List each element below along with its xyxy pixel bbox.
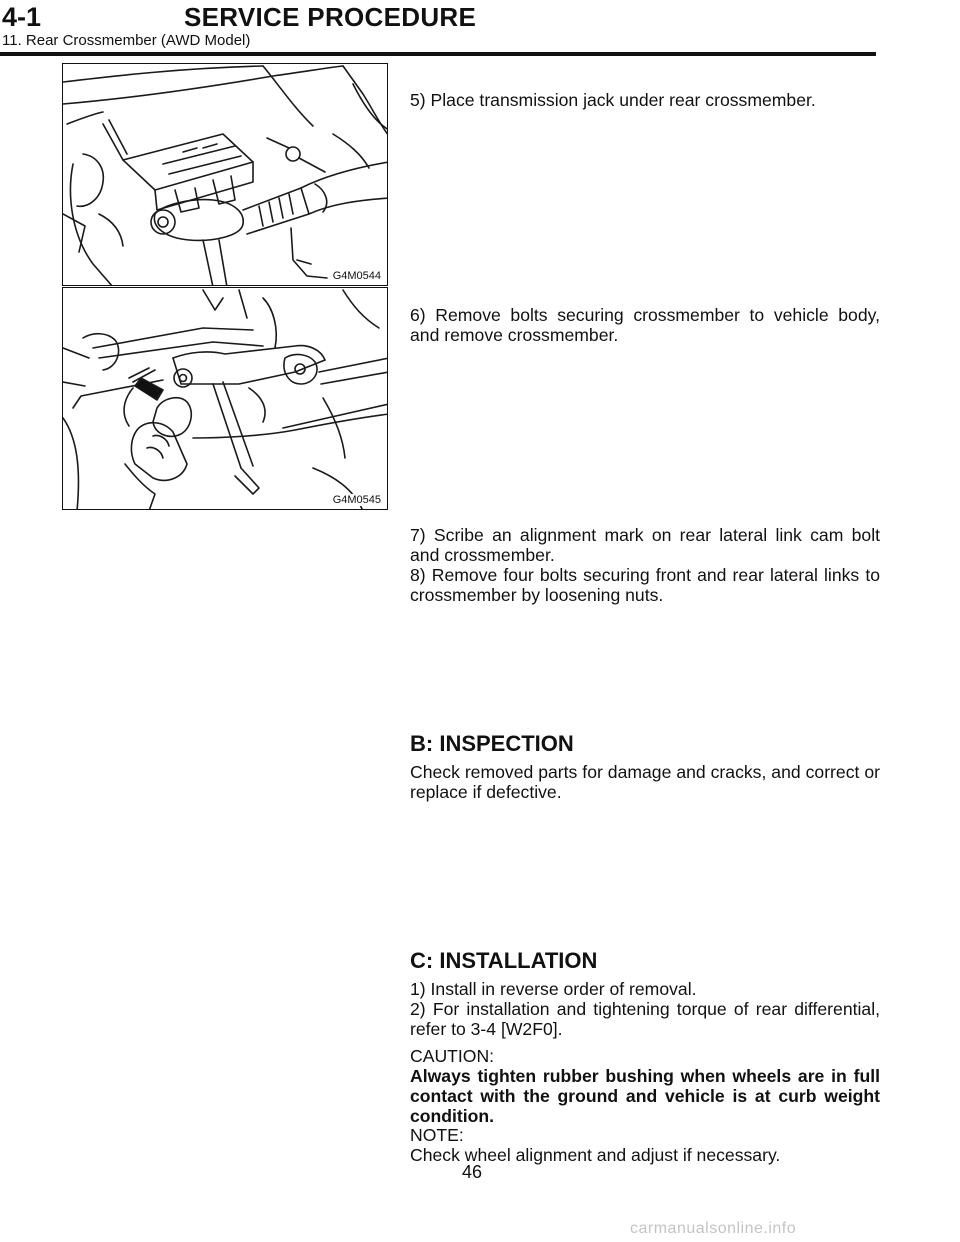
removal-step-8: 8) Remove four bolts securing front and rear lateral links to crossmember by loosening nuts. bbox=[410, 565, 880, 605]
figure-code: G4M0544 bbox=[332, 270, 381, 282]
installation-step-2: 2) For installation and tightening torque of rear differential, refer to 3-4 [W2F0]. bbox=[410, 999, 880, 1039]
jack-illustration bbox=[63, 64, 388, 286]
figure-remove-crossmember-bolts bbox=[62, 287, 388, 510]
figure-code: G4M0545 bbox=[332, 494, 381, 506]
caution-label: CAUTION: bbox=[410, 1046, 495, 1066]
section-title: SERVICE PROCEDURE bbox=[184, 2, 477, 32]
note-label: NOTE: bbox=[410, 1125, 464, 1145]
watermark: carmanualsonline.info bbox=[630, 1220, 797, 1237]
inspection-text: Check removed parts for damage and cracks, and correct or replace if defective. bbox=[410, 762, 880, 802]
removal-step-5: 5) Place transmission jack under rear crossmember. bbox=[410, 90, 816, 110]
installation-step-1: 1) Install in reverse order of removal. bbox=[410, 979, 697, 999]
note-text: Check wheel alignment and adjust if necessary. bbox=[410, 1145, 781, 1165]
header-rule bbox=[0, 52, 876, 56]
removal-step-6: 6) Remove bolts securing crossmember to vehicle body, and remove crossmember. bbox=[410, 305, 880, 345]
section-number: 4-1 bbox=[2, 2, 42, 32]
bolt-removal-illustration bbox=[63, 288, 388, 510]
inspection-heading: B: INSPECTION bbox=[410, 731, 574, 756]
caution-text: Always tighten rubber bushing when wheels are in full contact with the ground and vehicle is at curb weight condition. bbox=[410, 1066, 880, 1126]
installation-heading: C: INSTALLATION bbox=[410, 948, 598, 973]
page-number: 46 bbox=[462, 1162, 483, 1182]
subsection-title: 11. Rear Crossmember (AWD Model) bbox=[2, 32, 251, 49]
figure-jack-under-crossmember bbox=[62, 63, 388, 286]
removal-step-7: 7) Scribe an alignment mark on rear lateral link cam bolt and crossmember. bbox=[410, 525, 880, 565]
